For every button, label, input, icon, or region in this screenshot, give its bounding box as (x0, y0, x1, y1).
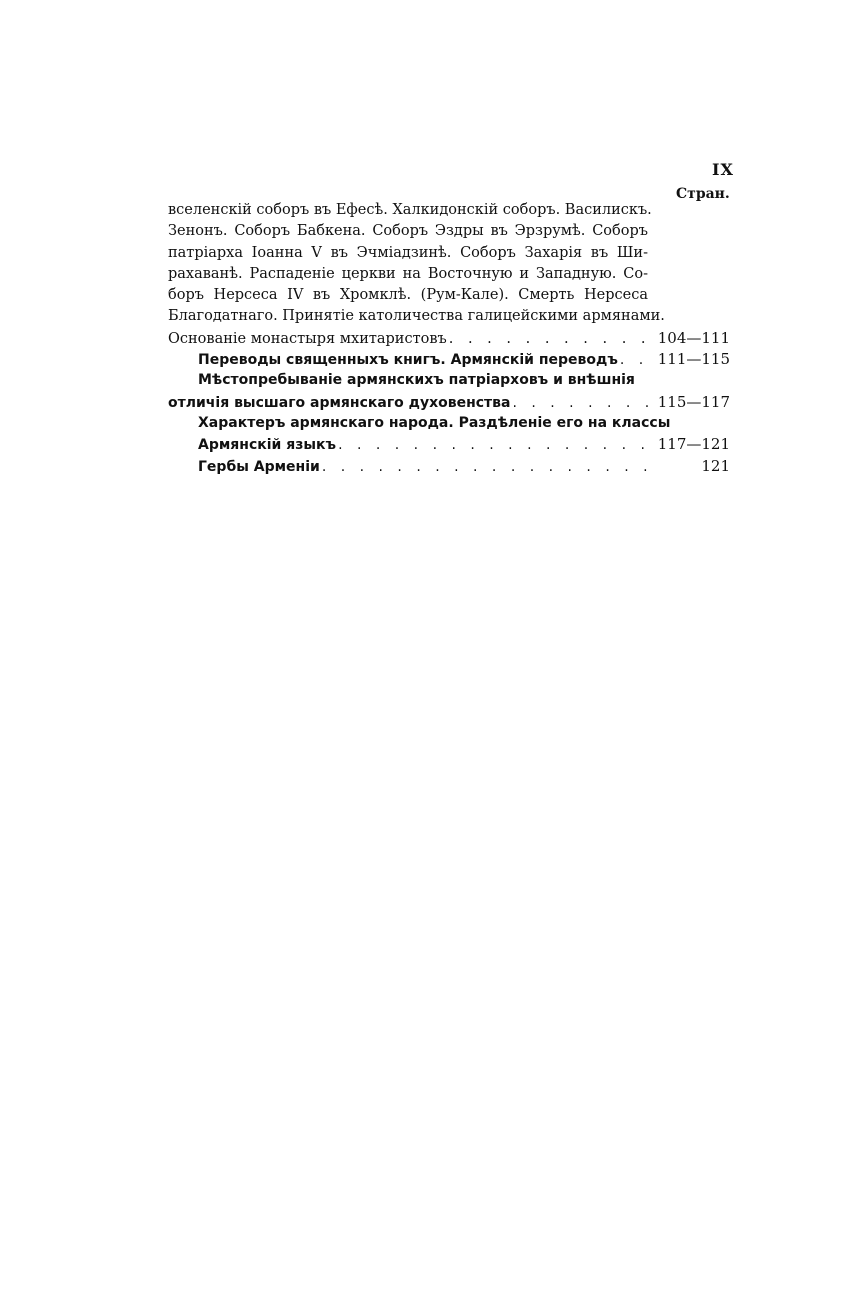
table-of-contents (168, 200, 730, 477)
toc-entry-pages: 121 (701, 456, 730, 475)
toc-text-line: рахаванѣ. Распаденіе церкви на Восточную и Западную. Со- (168, 265, 648, 282)
toc-text-line: вселенскій соборъ въ Ефесѣ. Халкидонскій соборъ. Василискъ. (168, 202, 652, 218)
toc-entry-patriarchs-line1: Мѣстопребываніе армянскихъ патріарховъ и внѣшнія (198, 372, 635, 389)
toc-entry-character-line1: Характеръ армянскаго народа. Раздѣленіе его на классы (198, 414, 671, 431)
page-number: IX (712, 160, 734, 179)
toc-entry-language (168, 434, 730, 455)
toc-entry-translations (168, 349, 730, 370)
toc-entry-title: Армянскій языкъ (198, 437, 337, 454)
toc-entry-pages: 111—115 (657, 350, 730, 369)
toc-text-line: патріарха Іоанна V въ Эчміадзинѣ. Соборъ Захарія въ Ши- (168, 244, 648, 261)
toc-entry-title: Переводы священныхъ книгъ. Армянскій переводъ (198, 352, 618, 369)
toc-text-line: боръ Нерсеса IV въ Хромклѣ. (Рум-Кале). Смерть Нерсеса (168, 287, 648, 304)
toc-text-line: Зенонъ. Соборъ Бабкена. Соборъ Эздры въ Эрзрумѣ. Соборъ (168, 223, 648, 240)
toc-entry-coats-of-arms (168, 456, 730, 477)
toc-entry-title: Гербы Арменіи (198, 458, 320, 475)
toc-entry-pages: 117—121 (657, 435, 730, 454)
pages-column-heading: Стран. (676, 186, 730, 202)
toc-entry-pages: 115—117 (657, 392, 730, 411)
leader-dots (510, 393, 650, 414)
leader-dots (320, 457, 650, 478)
toc-entry-pages: 104—111 (657, 328, 730, 347)
leader-dots (618, 350, 650, 371)
toc-entry-patriarchs (168, 392, 730, 413)
leader-dots (336, 435, 650, 456)
toc-entry-title: отличія высшаго армянскаго духовенства (168, 394, 511, 411)
toc-continuation-paragraph (168, 200, 665, 328)
toc-entry-mkhitarists (168, 328, 730, 349)
leader-dots (447, 329, 650, 350)
toc-entry-title: Основаніе монастыря мхитаристовъ (168, 330, 447, 347)
toc-text-line: Благодатнаго. Принятіе католичества галицейскими армянами. (168, 308, 665, 325)
